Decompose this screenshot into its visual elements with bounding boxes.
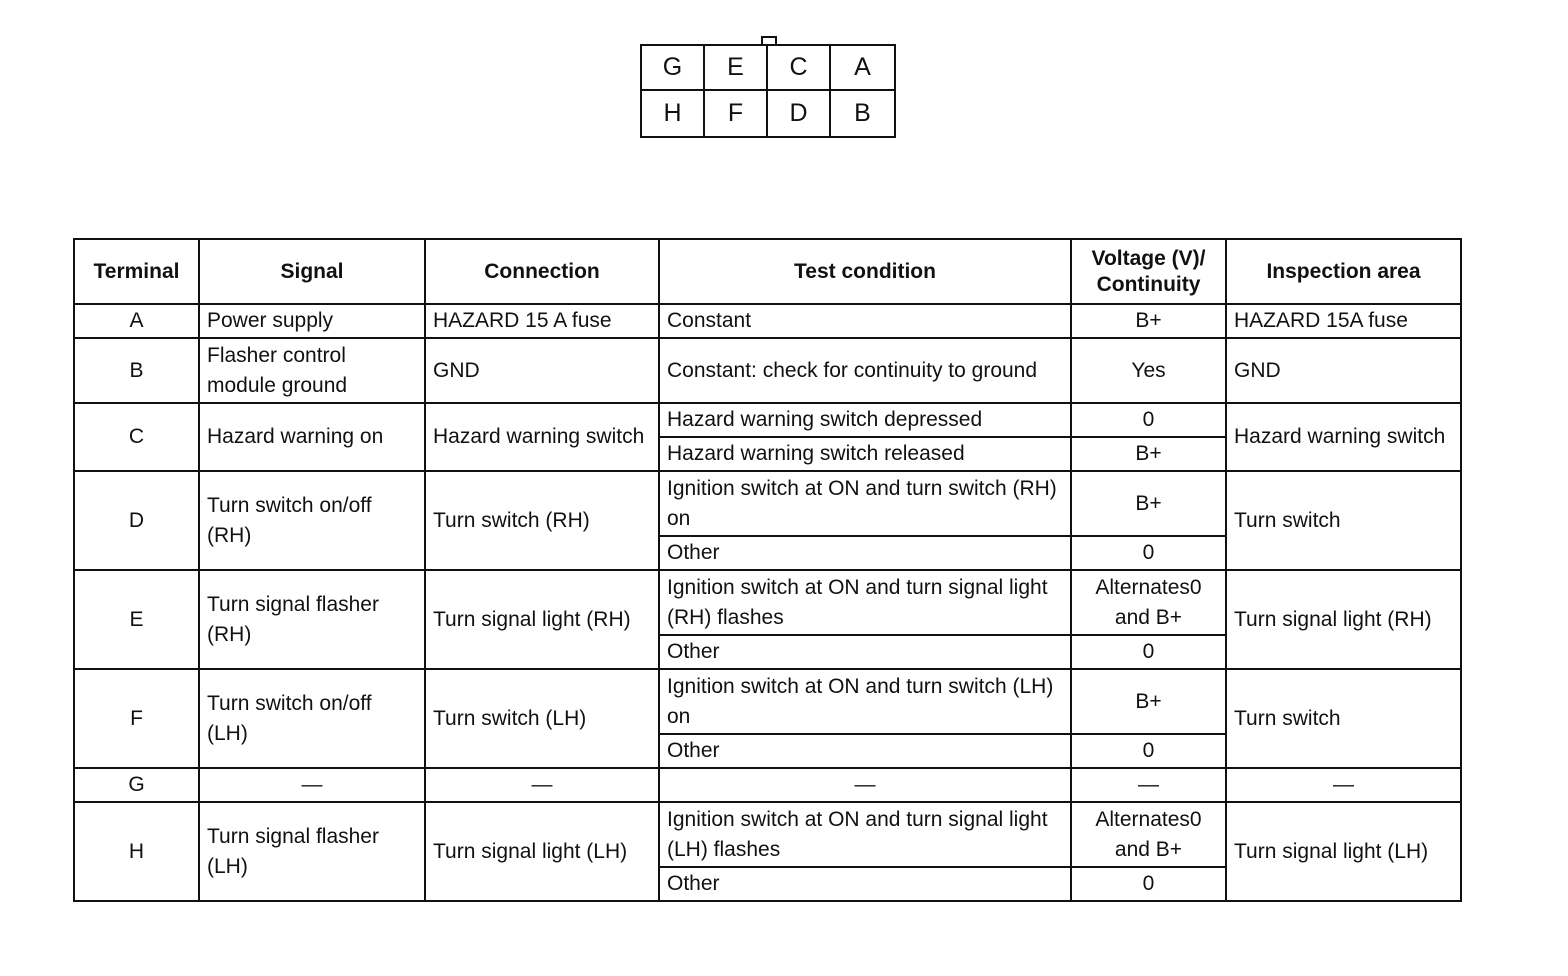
test-condition-cell: Ignition switch at ON and turn switch (RH) on bbox=[659, 471, 1071, 536]
table-row bbox=[74, 338, 1461, 403]
header-inspection-area: Inspection area bbox=[1226, 239, 1461, 304]
test-condition-cell: Constant: check for continuity to ground bbox=[659, 338, 1071, 403]
test-condition-cell: Other bbox=[659, 536, 1071, 570]
signal-cell: — bbox=[199, 768, 425, 802]
inspection-cell: Turn signal light (RH) bbox=[1226, 570, 1461, 669]
connector-latch bbox=[761, 36, 777, 44]
header-connection: Connection bbox=[425, 239, 659, 304]
connector-diagram bbox=[640, 44, 896, 138]
inspection-cell: Turn switch bbox=[1226, 669, 1461, 768]
terminal-cell: E bbox=[74, 570, 199, 669]
signal-cell: Turn switch on/off (LH) bbox=[199, 669, 425, 768]
inspection-cell: Turn switch bbox=[1226, 471, 1461, 570]
test-condition-cell: — bbox=[659, 768, 1071, 802]
voltage-cell: 0 bbox=[1071, 734, 1226, 768]
connection-cell: Turn switch (LH) bbox=[425, 669, 659, 768]
signal-cell: Turn switch on/off (RH) bbox=[199, 471, 425, 570]
test-condition-cell: Hazard warning switch depressed bbox=[659, 403, 1071, 437]
voltage-cell: B+ bbox=[1071, 437, 1226, 471]
test-condition-cell: Other bbox=[659, 734, 1071, 768]
signal-cell: Power supply bbox=[199, 304, 425, 338]
terminal-cell: H bbox=[74, 802, 199, 901]
connector-pin: C bbox=[768, 46, 831, 91]
connection-cell: Turn signal light (LH) bbox=[425, 802, 659, 901]
table-row bbox=[74, 304, 1461, 338]
connection-cell: GND bbox=[425, 338, 659, 403]
table-row bbox=[74, 768, 1461, 802]
voltage-cell: Alternates0 and B+ bbox=[1071, 570, 1226, 635]
connector-pin: G bbox=[642, 46, 705, 91]
table-row bbox=[74, 570, 1461, 635]
header-signal: Signal bbox=[199, 239, 425, 304]
voltage-cell: 0 bbox=[1071, 403, 1226, 437]
connection-cell: HAZARD 15 A fuse bbox=[425, 304, 659, 338]
inspection-cell: HAZARD 15A fuse bbox=[1226, 304, 1461, 338]
signal-cell: Hazard warning on bbox=[199, 403, 425, 471]
voltage-cell: — bbox=[1071, 768, 1226, 802]
connection-cell: — bbox=[425, 768, 659, 802]
voltage-cell: B+ bbox=[1071, 471, 1226, 536]
signal-cell: Turn signal flasher (LH) bbox=[199, 802, 425, 901]
connector-pin: B bbox=[854, 99, 871, 127]
connection-cell: Turn switch (RH) bbox=[425, 471, 659, 570]
signal-cell: Turn signal flasher (RH) bbox=[199, 570, 425, 669]
signal-cell: Flasher control module ground bbox=[199, 338, 425, 403]
header-terminal: Terminal bbox=[74, 239, 199, 304]
voltage-cell: Alternates0 and B+ bbox=[1071, 802, 1226, 867]
inspection-cell: — bbox=[1226, 768, 1461, 802]
test-condition-cell: Other bbox=[659, 867, 1071, 901]
table-header-row bbox=[74, 239, 1461, 304]
inspection-cell: Hazard warning switch bbox=[1226, 403, 1461, 471]
test-condition-cell: Ignition switch at ON and turn signal light (RH) flashes bbox=[659, 570, 1071, 635]
table-row bbox=[74, 669, 1461, 734]
terminal-cell: B bbox=[74, 338, 199, 403]
header-voltage: Voltage (V)/ Continuity bbox=[1071, 239, 1226, 304]
header-test-condition: Test condition bbox=[659, 239, 1071, 304]
connector-pin: H bbox=[642, 91, 705, 136]
inspection-cell: GND bbox=[1226, 338, 1461, 403]
test-condition-cell: Ignition switch at ON and turn signal light (LH) flashes bbox=[659, 802, 1071, 867]
connector-pin: A bbox=[831, 46, 894, 91]
terminal-cell: F bbox=[74, 669, 199, 768]
connector-pin: D bbox=[768, 91, 831, 136]
voltage-cell: Yes bbox=[1071, 338, 1226, 403]
terminal-cell: A bbox=[74, 304, 199, 338]
voltage-cell: 0 bbox=[1071, 635, 1226, 669]
voltage-cell: 0 bbox=[1071, 536, 1226, 570]
table-row bbox=[74, 471, 1461, 536]
terminal-table bbox=[73, 238, 1462, 902]
connector-pin: E bbox=[705, 46, 768, 91]
test-condition-cell: Other bbox=[659, 635, 1071, 669]
test-condition-cell: Hazard warning switch released bbox=[659, 437, 1071, 471]
test-condition-cell: Constant bbox=[659, 304, 1071, 338]
terminal-cell: C bbox=[74, 403, 199, 471]
inspection-cell: Turn signal light (LH) bbox=[1226, 802, 1461, 901]
connector-pin: F bbox=[705, 91, 768, 136]
connection-cell: Hazard warning switch bbox=[425, 403, 659, 471]
terminal-cell: D bbox=[74, 471, 199, 570]
voltage-cell: B+ bbox=[1071, 304, 1226, 338]
connection-cell: Turn signal light (RH) bbox=[425, 570, 659, 669]
table-row bbox=[74, 802, 1461, 867]
test-condition-cell: Ignition switch at ON and turn switch (LH) on bbox=[659, 669, 1071, 734]
terminal-cell: G bbox=[74, 768, 199, 802]
table-row bbox=[74, 403, 1461, 437]
voltage-cell: B+ bbox=[1071, 669, 1226, 734]
voltage-cell: 0 bbox=[1071, 867, 1226, 901]
